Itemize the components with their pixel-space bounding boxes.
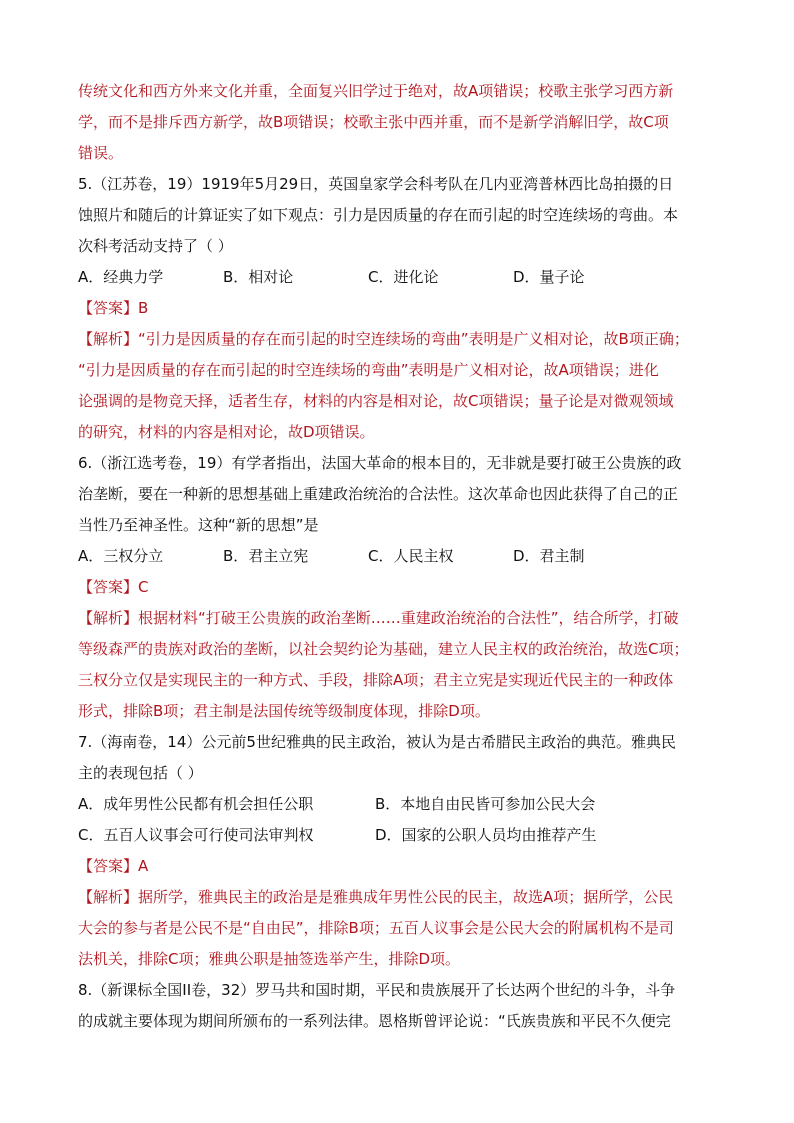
question-5: [78, 169, 718, 448]
analysis-text: 根据材料“打破王公贵族的政治垄断……重建政治统治的合法性”，结合所学，打破: [138, 609, 679, 627]
options-row: [78, 789, 718, 820]
analysis-line: [78, 603, 718, 634]
analysis-line: “引力是因质量的存在而引起的时空连续场的弯曲”表明是广义相对论，故A项错误；进化: [78, 361, 659, 379]
analysis-line: 错误。: [78, 144, 124, 162]
option-d: D．国家的公职人员均由推荐产生: [375, 826, 597, 844]
option-b: B．相对论: [223, 268, 294, 286]
question-stem: 7.（海南卷，14）公元前5世纪雅典的民主政治，被认为是古希腊民主政治的典范。雅典民: [78, 733, 676, 751]
options-row: [78, 820, 718, 851]
options-row: [78, 262, 718, 293]
analysis-text: “引力是因质量的存在而引起的时空连续场的弯曲”表明是广义相对论，故B项正确；: [138, 330, 689, 348]
analysis-line: [78, 882, 718, 913]
question-stem: 6.（浙江选考卷，19）有学者指出，法国大革命的根本目的，无非就是要打破王公贵族的政: [78, 454, 682, 472]
question-6: [78, 448, 718, 727]
question-stem: 8.（新课标全国II卷，32）罗马共和国时期，平民和贵族展开了长达两个世纪的斗争，斗争: [78, 981, 676, 999]
question-stem: 当性乃至神圣性。这种“新的思想”是: [78, 516, 319, 534]
question-stem: 5.（江苏卷，19）1919年5月29日，英国皇家学会科考队在几内亚湾普林西比岛拍摄的日: [78, 175, 674, 193]
answer-value: B: [138, 299, 149, 317]
question-stem: 蚀照片和随后的计算证实了如下观点：引力是因质量的存在而引起的时空连续场的弯曲。本: [78, 206, 679, 224]
question-stem: 主的表现包括（ ）: [78, 764, 203, 782]
question-8: [78, 975, 718, 1037]
option-d: D．量子论: [513, 268, 585, 286]
document-page: [78, 76, 718, 1037]
answer-value: A: [138, 857, 149, 875]
analysis-label: 【解析】: [78, 609, 139, 627]
answer-line: [78, 572, 718, 603]
analysis-text: 据所学，雅典民主的政治是是雅典成年男性公民的民主，故选A项；据所学，公民: [138, 888, 674, 906]
analysis-line: [78, 324, 718, 355]
analysis-line: 等级森严的贵族对政治的垄断，以社会契约论为基础，建立人民主权的政治统治，故选C项；: [78, 640, 689, 658]
option-c: C．人民主权: [368, 547, 454, 565]
analysis-line: 的研究，材料的内容是相对论，故D项错误。: [78, 423, 375, 441]
option-b: B．君主立宪: [223, 547, 309, 565]
question-stem: 次科考活动支持了（ ）: [78, 237, 233, 255]
option-c: C．进化论: [368, 268, 439, 286]
analysis-line: 法机关，排除C项；雅典公职是抽签选举产生，排除D项。: [78, 950, 461, 968]
analysis-line: 形式，排除B项；君主制是法国传统等级制度体现，排除D项。: [78, 702, 490, 720]
answer-label: 【答案】: [78, 299, 139, 317]
answer-line: [78, 851, 718, 882]
analysis-line: 三权分立仅是实现民主的一种方式、手段，排除A项；君主立宪是实现近代民主的一种政体: [78, 671, 674, 689]
previous-analysis: [78, 76, 718, 169]
question-stem: 治垄断，要在一种新的思想基础上重建政治统治的合法性。这次革命也因此获得了自己的正: [78, 485, 679, 503]
analysis-line: 论强调的是物竞天择，适者生存，材料的内容是相对论，故C项错误；量子论是对微观领域: [78, 392, 674, 410]
question-7: [78, 727, 718, 975]
analysis-line: 传统文化和西方外来文化并重，全面复兴旧学过于绝对，故A项错误；校歌主张学习西方新: [78, 82, 674, 100]
analysis-line: 大会的参与者是公民不是“自由民”，排除B项；五百人议事会是公民大会的附属机构不是司: [78, 919, 674, 937]
analysis-line: 学，而不是排斥西方新学，故B项错误；校歌主张中西并重，而不是新学消解旧学，故C项: [78, 113, 669, 131]
question-stem: 的成就主要体现为期间所颁布的一系列法律。恩格斯曾评论说：“氏族贵族和平民不久便完: [78, 1012, 671, 1030]
option-a: A．成年男性公民都有机会担任公职: [78, 795, 314, 813]
answer-value: C: [138, 578, 149, 596]
option-c: C．五百人议事会可行使司法审判权: [78, 826, 314, 844]
answer-label: 【答案】: [78, 578, 139, 596]
option-d: D．君主制: [513, 547, 585, 565]
option-a: A．三权分立: [78, 547, 164, 565]
answer-line: [78, 293, 718, 324]
option-a: A．经典力学: [78, 268, 164, 286]
answer-label: 【答案】: [78, 857, 139, 875]
options-row: [78, 541, 718, 572]
analysis-label: 【解析】: [78, 888, 139, 906]
analysis-label: 【解析】: [78, 330, 139, 348]
option-b: B．本地自由民皆可参加公民大会: [375, 795, 596, 813]
